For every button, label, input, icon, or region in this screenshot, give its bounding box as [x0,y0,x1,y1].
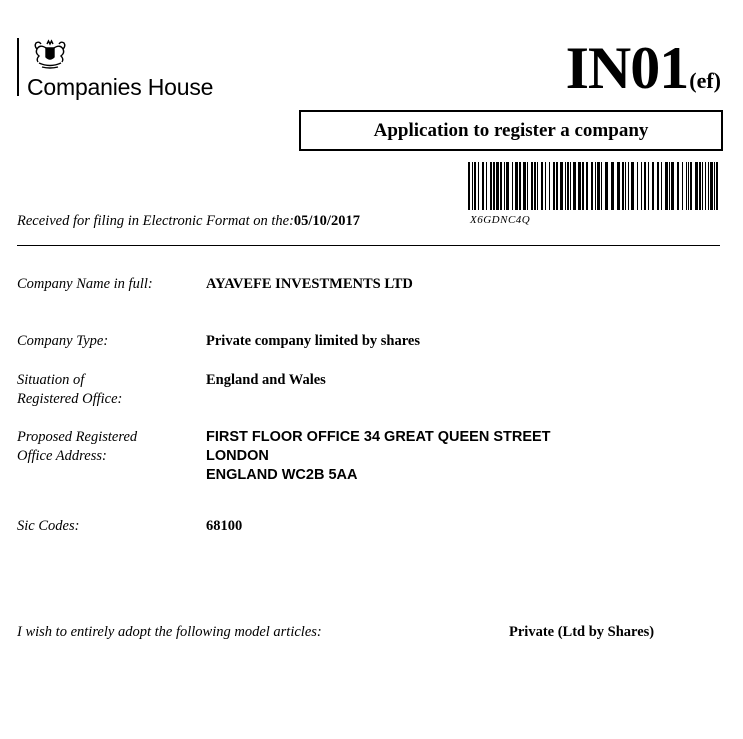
barcode-bar [702,162,703,210]
barcode-bar [716,162,718,210]
barcode-bar [637,162,638,210]
articles-value: Private (Ltd by Shares) [509,624,655,640]
barcode-bar [688,162,689,210]
barcode-bar [628,162,629,210]
barcode-bar [597,162,600,210]
situation-value: England and Wales [206,372,326,388]
barcode-bar [560,162,563,210]
form-title [299,110,723,151]
address-line-1: FIRST FLOOR OFFICE 34 GREAT QUEEN STREET [206,429,551,445]
barcode-bar [478,162,479,210]
barcode-bar [605,162,608,210]
barcode-bar [534,162,536,210]
barcode-bar [549,162,550,210]
barcode-bar [500,162,502,210]
barcode-bar [474,162,476,210]
sic-codes-value: 68100 [206,518,243,534]
barcode-bar [657,162,659,210]
barcode-bar [472,162,473,210]
barcode-bar [556,162,558,210]
barcode-bar [586,162,588,210]
barcode-bar [625,162,626,210]
received-line [17,213,360,230]
barcode-bar [648,162,649,210]
barcode-bar [710,162,713,210]
barcode [468,162,720,210]
barcode-bar [545,162,546,210]
barcode-bar [641,162,642,210]
form-code-suffix: (ef) [689,68,721,93]
form-code [566,34,721,103]
company-name-value: AYAVEFE INVESTMENTS LTD [206,276,413,292]
form-code-main: IN01 [565,35,689,101]
barcode-bar [665,162,668,210]
barcode-bar [515,162,518,210]
barcode-bar [690,162,692,210]
barcode-bar [531,162,533,210]
barcode-bar [506,162,509,210]
barcode-bar [671,162,674,210]
barcode-bar [573,162,576,210]
barcode-bar [617,162,620,210]
address-line-2: LONDON [206,448,269,464]
barcode-bar [537,162,538,210]
company-type-value: Private company limited by shares [206,333,420,349]
address-block [206,428,551,485]
barcode-bar [468,162,470,210]
barcode-bar [622,162,624,210]
barcode-bar [490,162,492,210]
address-label: Proposed Registered Office Address: [17,429,138,464]
barcode-bar [611,162,614,210]
barcode-bar [493,162,495,210]
barcode-bar [708,162,709,210]
received-label: Received for filing in Electronic Format on the: [17,213,294,229]
brand-name: Companies House [27,74,214,100]
barcode-bar [601,162,602,210]
barcode-bar [677,162,679,210]
form-title-text: Application to register a company [373,119,649,141]
sic-codes-label: Sic Codes: [17,518,80,534]
articles-label: I wish to entirely adopt the following model articles: [17,624,322,640]
barcode-bar [669,162,670,210]
barcode-bar [504,162,505,210]
royal-crest-icon [27,36,73,70]
barcode-bar [705,162,706,210]
logo-divider [17,38,19,96]
situation-label: Situation of Registered Office: [17,372,123,407]
barcode-text: X6GDNC4Q [470,214,531,226]
barcode-bar [523,162,526,210]
barcode-bar [541,162,543,210]
barcode-bar [695,162,698,210]
barcode-bar [631,162,634,210]
barcode-bar [686,162,687,210]
company-type-label: Company Type: [17,333,109,349]
barcode-bar [714,162,715,210]
address-line-3: ENGLAND WC2B 5AA [206,467,358,483]
barcode-bar [486,162,487,210]
barcode-bar [699,162,701,210]
barcode-bar [496,162,499,210]
barcode-bar [567,162,569,210]
company-name-label: Company Name in full: [17,276,153,292]
barcode-bar [644,162,646,210]
barcode-bar [661,162,662,210]
barcode-bar [682,162,683,210]
barcode-bar [652,162,654,210]
barcode-bar [565,162,566,210]
barcode-bar [595,162,596,210]
barcode-bar [578,162,581,210]
barcode-bar [512,162,513,210]
barcode-bar [582,162,584,210]
header-rule [17,245,720,246]
barcode-bar [570,162,571,210]
barcode-bar [553,162,555,210]
barcode-bar [482,162,484,210]
barcode-bar [519,162,521,210]
received-date: 05/10/2017 [293,213,360,229]
barcode-bar [591,162,593,210]
barcode-bar [527,162,528,210]
